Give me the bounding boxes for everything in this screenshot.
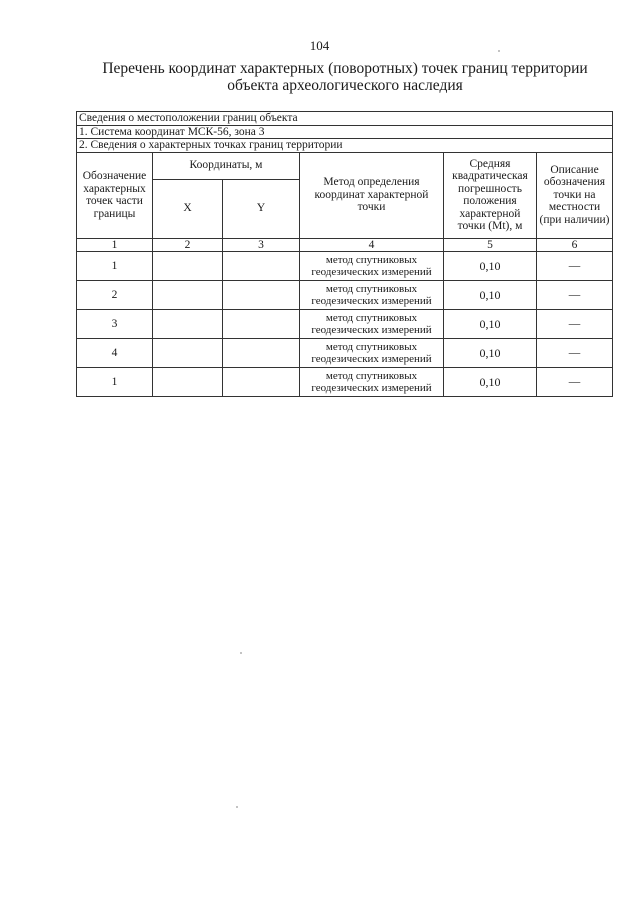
column-number: 4 [300,238,444,252]
point-cell: 1 [77,252,153,281]
point-cell: 3 [77,310,153,339]
title-line-1: Перечень координат характерных (поворотных) точек границ территории [102,60,588,77]
precision-cell: 0,10 [444,368,537,397]
table-row [77,281,613,310]
info-row-location [77,112,613,126]
y-cell [223,339,300,368]
dash-value: — [568,259,581,272]
scan-speck [498,50,500,52]
column-number: 2 [153,238,223,252]
header-y: Y [223,179,300,238]
precision-cell: 0,10 [444,339,537,368]
column-numbers-row [77,238,613,252]
column-number: 5 [444,238,537,252]
column-number: 3 [223,238,300,252]
info-location-cell: Сведения о местоположении границ объекта [77,112,613,126]
page-number: 104 [309,38,330,53]
scan-speck [236,806,238,808]
y-cell [223,252,300,281]
point-cell: 4 [77,339,153,368]
method-cell: метод спутниковых геодезических измерений [300,310,444,339]
header-coordinates: Координаты, м [153,152,300,179]
method-cell: метод спутниковых геодезических измерений [300,252,444,281]
method-cell: метод спутниковых геодезических измерений [300,281,444,310]
document-title [70,60,620,94]
method-cell: метод спутниковых геодезических измерений [300,339,444,368]
description-cell [537,368,613,397]
precision-cell: 0,10 [444,252,537,281]
header-precision: Средняя квадратическая погрешность положения характерной точки (Mt), м [444,152,537,238]
point-cell: 1 [77,368,153,397]
precision-cell: 0,10 [444,310,537,339]
method-cell: метод спутниковых геодезических измерений [300,368,444,397]
x-cell [153,252,223,281]
header-method: Метод определения координат характерной точки [300,152,444,238]
header-x: X [153,179,223,238]
dash-value: — [568,317,581,330]
header-row-1 [77,152,613,179]
table-row [77,368,613,397]
title-line-2: объекта археологического наследия [227,77,463,94]
description-cell [537,310,613,339]
y-cell [223,368,300,397]
description-cell [537,252,613,281]
info-points-cell: 2. Сведения о характерных точках границ территории [77,139,613,153]
table-row [77,339,613,368]
x-cell [153,281,223,310]
description-cell [537,281,613,310]
dash-value: — [568,288,581,301]
y-cell [223,310,300,339]
info-coordinate-system-cell: 1. Система координат МСК-56, зона 3 [77,125,613,139]
header-description: Описание обозначения точки на местности (при наличии) [537,152,613,238]
dash-value: — [568,346,581,359]
x-cell [153,339,223,368]
table-row [77,252,613,281]
header-point-designation: Обозначение характерных точек части границы [77,152,153,238]
description-cell [537,339,613,368]
point-cell: 2 [77,281,153,310]
x-cell [153,310,223,339]
column-number: 6 [537,238,613,252]
x-cell [153,368,223,397]
table-row [77,310,613,339]
column-number: 1 [77,238,153,252]
dash-value: — [568,375,581,388]
coordinates-table [76,111,613,397]
info-row-points [77,139,613,153]
precision-cell: 0,10 [444,281,537,310]
scan-speck [240,652,242,654]
info-row-coordinate-system [77,125,613,139]
y-cell [223,281,300,310]
